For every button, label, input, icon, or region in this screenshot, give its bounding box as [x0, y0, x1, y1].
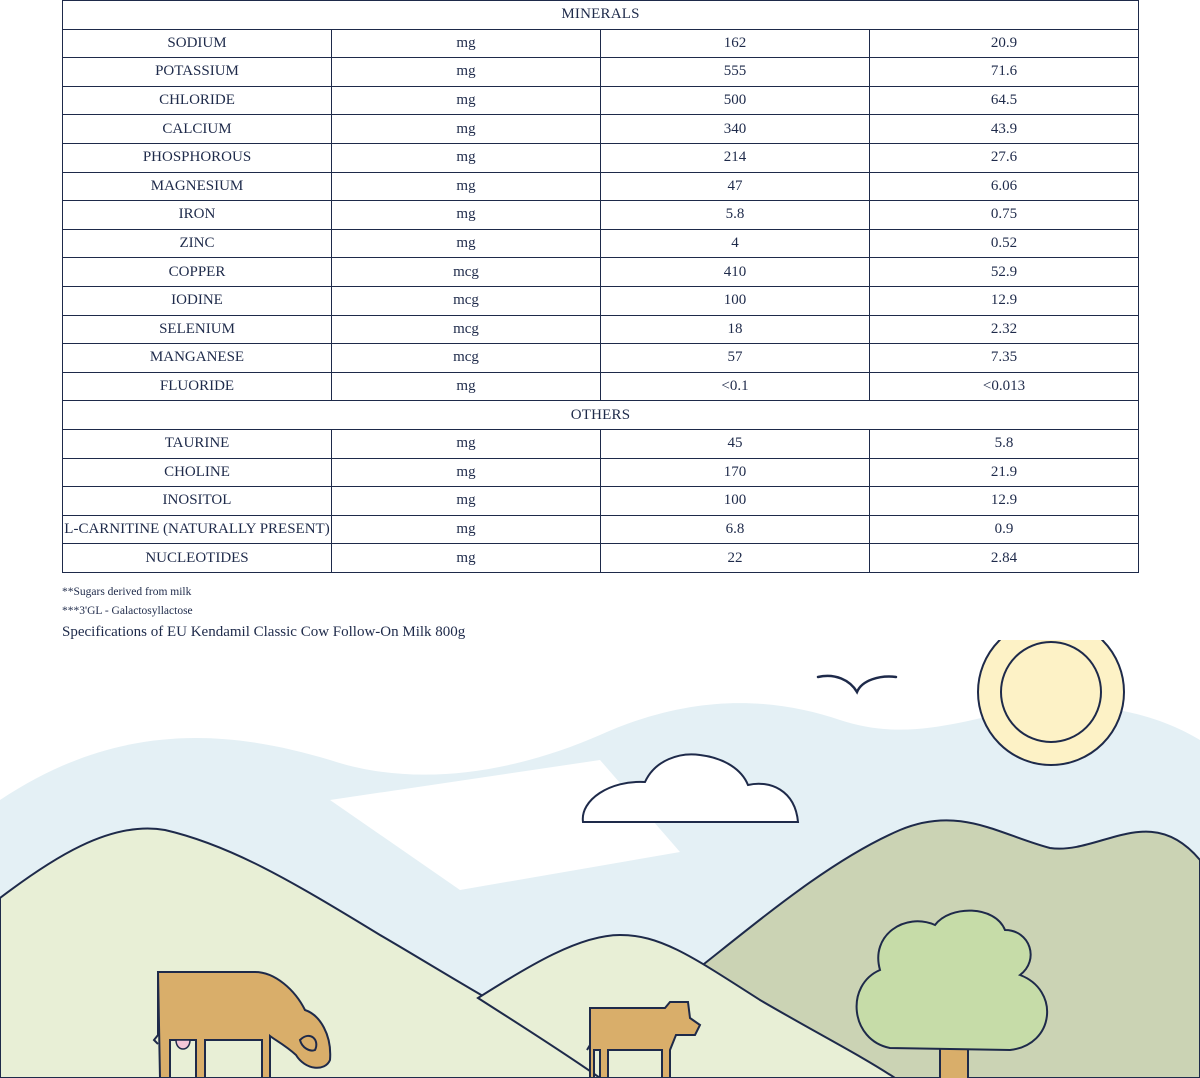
unit-cell: mg: [332, 86, 601, 115]
table-row: [63, 286, 1139, 315]
value-per-100ml-cell: 64.5: [870, 86, 1139, 115]
nutrient-name-cell: POTASSIUM: [63, 58, 332, 87]
unit-cell: mg: [332, 143, 601, 172]
table-row: [63, 229, 1139, 258]
nutrient-name-cell: INOSITOL: [63, 487, 332, 516]
nutrient-name-cell: IRON: [63, 201, 332, 230]
unit-cell: mg: [332, 515, 601, 544]
value-per-100g-cell: 170: [601, 458, 870, 487]
value-per-100g-cell: 6.8: [601, 515, 870, 544]
section-header-row: [63, 1, 1139, 30]
value-per-100g-cell: 214: [601, 143, 870, 172]
unit-cell: mg: [332, 58, 601, 87]
table-row: [63, 458, 1139, 487]
unit-cell: mg: [332, 458, 601, 487]
unit-cell: mg: [332, 115, 601, 144]
value-per-100ml-cell: 2.32: [870, 315, 1139, 344]
table-row: [63, 429, 1139, 458]
table-row: [63, 344, 1139, 373]
value-per-100ml-cell: 6.06: [870, 172, 1139, 201]
value-per-100ml-cell: 12.9: [870, 286, 1139, 315]
nutrient-name-cell: MANGANESE: [63, 344, 332, 373]
unit-cell: mg: [332, 29, 601, 58]
unit-cell: mg: [332, 372, 601, 401]
value-per-100ml-cell: 52.9: [870, 258, 1139, 287]
table-row: [63, 58, 1139, 87]
table-row: [63, 29, 1139, 58]
nutrition-table-container: [62, 0, 1138, 573]
unit-cell: mg: [332, 201, 601, 230]
value-per-100ml-cell: 5.8: [870, 429, 1139, 458]
value-per-100ml-cell: 21.9: [870, 458, 1139, 487]
value-per-100ml-cell: 2.84: [870, 544, 1139, 573]
table-row: [63, 143, 1139, 172]
value-per-100g-cell: <0.1: [601, 372, 870, 401]
nutrient-name-cell: CHLORIDE: [63, 86, 332, 115]
value-per-100g-cell: 100: [601, 487, 870, 516]
bird-icon: [818, 676, 896, 692]
unit-cell: mcg: [332, 258, 601, 287]
nutrient-name-cell: TAURINE: [63, 429, 332, 458]
section-header-row: [63, 401, 1139, 430]
nutrient-name-cell: SODIUM: [63, 29, 332, 58]
table-row: [63, 372, 1139, 401]
specification-caption: Specifications of EU Kendamil Classic Cow Follow-On Milk 800g: [62, 624, 466, 640]
footnote-galactosyllactose: ***3'GL - Galactosyllactose: [62, 604, 193, 617]
value-per-100g-cell: 340: [601, 115, 870, 144]
nutrient-name-cell: NUCLEOTIDES: [63, 544, 332, 573]
table-row: [63, 315, 1139, 344]
value-per-100g-cell: 500: [601, 86, 870, 115]
value-per-100g-cell: 555: [601, 58, 870, 87]
section-title: MINERALS: [63, 1, 1139, 30]
table-row: [63, 515, 1139, 544]
value-per-100ml-cell: 0.9: [870, 515, 1139, 544]
value-per-100ml-cell: 0.52: [870, 229, 1139, 258]
value-per-100ml-cell: 12.9: [870, 487, 1139, 516]
unit-cell: mg: [332, 544, 601, 573]
nutrient-name-cell: COPPER: [63, 258, 332, 287]
nutrition-table: [62, 0, 1139, 573]
unit-cell: mcg: [332, 315, 601, 344]
nutrition-table-body: [63, 1, 1139, 573]
nutrient-name-cell: L-CARNITINE (NATURALLY PRESENT): [63, 515, 332, 544]
nutrient-name-cell: CALCIUM: [63, 115, 332, 144]
table-row: [63, 86, 1139, 115]
section-title: OTHERS: [63, 401, 1139, 430]
nutrient-name-cell: FLUORIDE: [63, 372, 332, 401]
nutrient-name-cell: MAGNESIUM: [63, 172, 332, 201]
value-per-100ml-cell: 27.6: [870, 143, 1139, 172]
unit-cell: mg: [332, 172, 601, 201]
nutrient-name-cell: IODINE: [63, 286, 332, 315]
unit-cell: mcg: [332, 286, 601, 315]
farm-illustration: [0, 640, 1200, 1078]
table-row: [63, 544, 1139, 573]
value-per-100g-cell: 47: [601, 172, 870, 201]
nutrient-name-cell: SELENIUM: [63, 315, 332, 344]
footnote-sugars: **Sugars derived from milk: [62, 586, 192, 598]
value-per-100g-cell: 45: [601, 429, 870, 458]
table-row: [63, 201, 1139, 230]
value-per-100g-cell: 410: [601, 258, 870, 287]
value-per-100ml-cell: 0.75: [870, 201, 1139, 230]
value-per-100ml-cell: <0.013: [870, 372, 1139, 401]
value-per-100g-cell: 22: [601, 544, 870, 573]
value-per-100ml-cell: 43.9: [870, 115, 1139, 144]
nutrient-name-cell: ZINC: [63, 229, 332, 258]
unit-cell: mg: [332, 229, 601, 258]
value-per-100ml-cell: 20.9: [870, 29, 1139, 58]
footnotes: [62, 583, 193, 620]
table-row: [63, 172, 1139, 201]
value-per-100g-cell: 162: [601, 29, 870, 58]
unit-cell: mg: [332, 429, 601, 458]
value-per-100g-cell: 100: [601, 286, 870, 315]
value-per-100g-cell: 4: [601, 229, 870, 258]
value-per-100g-cell: 57: [601, 344, 870, 373]
table-row: [63, 115, 1139, 144]
value-per-100g-cell: 18: [601, 315, 870, 344]
value-per-100g-cell: 5.8: [601, 201, 870, 230]
unit-cell: mcg: [332, 344, 601, 373]
nutrient-name-cell: CHOLINE: [63, 458, 332, 487]
nutrient-name-cell: PHOSPHOROUS: [63, 143, 332, 172]
value-per-100ml-cell: 7.35: [870, 344, 1139, 373]
value-per-100ml-cell: 71.6: [870, 58, 1139, 87]
unit-cell: mg: [332, 487, 601, 516]
table-row: [63, 487, 1139, 516]
table-row: [63, 258, 1139, 287]
